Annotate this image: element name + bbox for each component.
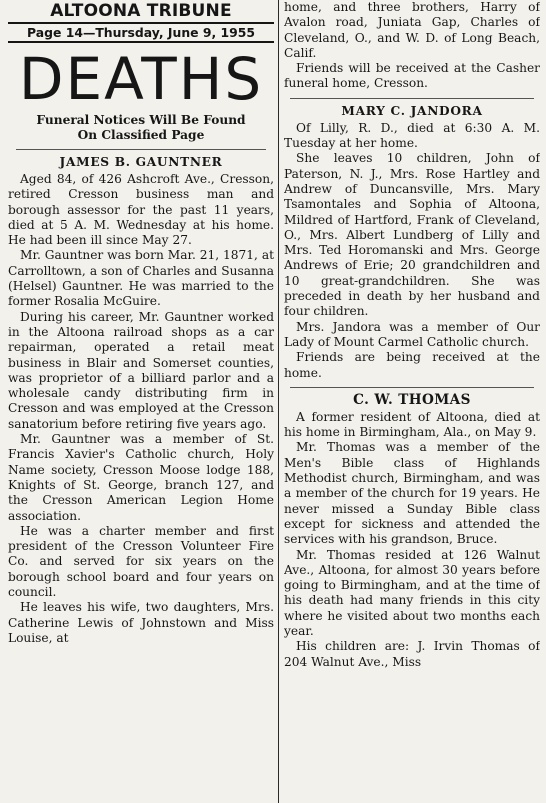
masthead (8, 2, 274, 143)
section-title: DEATHS (18, 45, 264, 113)
obituary-paragraph: He was a charter member and first president of the Cresson Volunteer Fire Co. and served for six years on the borough school board and four years on council. (8, 523, 274, 600)
obituary-name: MARY C. JANDORA (341, 103, 483, 118)
obituary-paragraph: Of Lilly, R. D., died at 6:30 A. M. Tuesday at her home. (284, 120, 540, 151)
notice-line-2: On Classified Page (77, 128, 205, 142)
divider-rule (290, 387, 534, 388)
right-column (284, 0, 540, 803)
obituary-thomas (284, 393, 540, 670)
obituary-paragraph: A former resident of Altoona, died at his home in Birmingham, Ala., on May 9. (284, 409, 540, 440)
obituary-name: C. W. THOMAS (353, 391, 471, 408)
divider-rule (290, 98, 534, 99)
obituary-continuation: home, and three brothers, Harry of Avalon road, Juniata Gap, Charles of Cleveland, O., and W. D. of Long Beach, Calif. (284, 0, 540, 60)
paper-name: ALTOONA TRIBUNE (50, 1, 232, 21)
obituary-name: JAMES B. GAUNTNER (59, 155, 223, 169)
obituary-paragraph: Friends are being received at the home. (284, 350, 540, 380)
column-rule (278, 0, 279, 803)
obituary-gauntner (8, 155, 274, 646)
obituary-paragraph: She leaves 10 children, John of Paterson, N. J., Mrs. Rose Hartley and Andrew of Duncansville, Mrs. Mary Tsamontales and Sophia of Altoona, Mildred of Hartford, Frank of Cleveland, O., Mrs. Albert Lundberg of Lilly and Mrs. Ted Horomanski and Mrs. George Andrews of Erie; 20 grandchildren and 10 great-grandchildren. She was preceded in death by her husband and four children. (284, 151, 540, 319)
obituary-paragraph: He leaves his wife, two daughters, Mrs. Catherine Lewis of Johnstown and Miss Louise, at (8, 600, 274, 645)
obituary-paragraph: Mr. Gauntner was a member of St. Francis Xavier's Catholic church, Holy Name society, Cresson Moose lodge 188, Knights of St. George, branch 127, and the Cresson American Legion Home association. (8, 432, 274, 523)
obituary-paragraph: Friends will be received at the Casher funeral home, Cresson. (284, 61, 540, 91)
page-dateline: Page 14—Thursday, June 9, 1955 (8, 22, 274, 43)
obituary-paragraph: Mr. Thomas was a member of the Men's Bible class of Highlands Methodist church, Birmingham, and was a member of the church for 19 years. He never missed a Sunday Bible class except for sickness and attended the services with his grandson, Bruce. (284, 440, 540, 547)
obituary-paragraph: His children are: J. Irvin Thomas of 204 Walnut Ave., Miss (284, 639, 540, 669)
obituary-paragraph: Mr. Gauntner was born Mar. 21, 1871, at Carrolltown, a son of Charles and Susanna (Helsel) Gauntner. He was married to the former Rosalia McGuire. (8, 248, 274, 309)
left-column (8, 0, 274, 803)
obituary-paragraph: During his career, Mr. Gauntner worked in the Altoona railroad shops as a car repairman, operated a retail meat business in Blair and Somerset counties, was proprietor of a billiard parlor and a wholesale candy distributing firm in Cresson and was employed at the Cresson sanatorium before retiring five years ago. (8, 309, 274, 431)
obituary-paragraph: Aged 84, of 426 Ashcroft Ave., Cresson, retired Cresson business man and borough assessor for the past 11 years, died at 5 A. M. Wednesday at his home. He had been ill since May 27. (8, 172, 274, 248)
divider-rule (16, 149, 266, 150)
obituary-paragraph: Mr. Thomas resided at 126 Walnut Ave., Altoona, for almost 30 years before going to Birmingham, and at the time of his death had many friends in this city where he visited about two months each year. (284, 547, 540, 638)
obituary-jandora (284, 104, 540, 381)
obituary-paragraph: Mrs. Jandora was a member of Our Lady of Mount Carmel Catholic church. (284, 319, 540, 349)
notice-line-1: Funeral Notices Will Be Found (36, 113, 246, 127)
